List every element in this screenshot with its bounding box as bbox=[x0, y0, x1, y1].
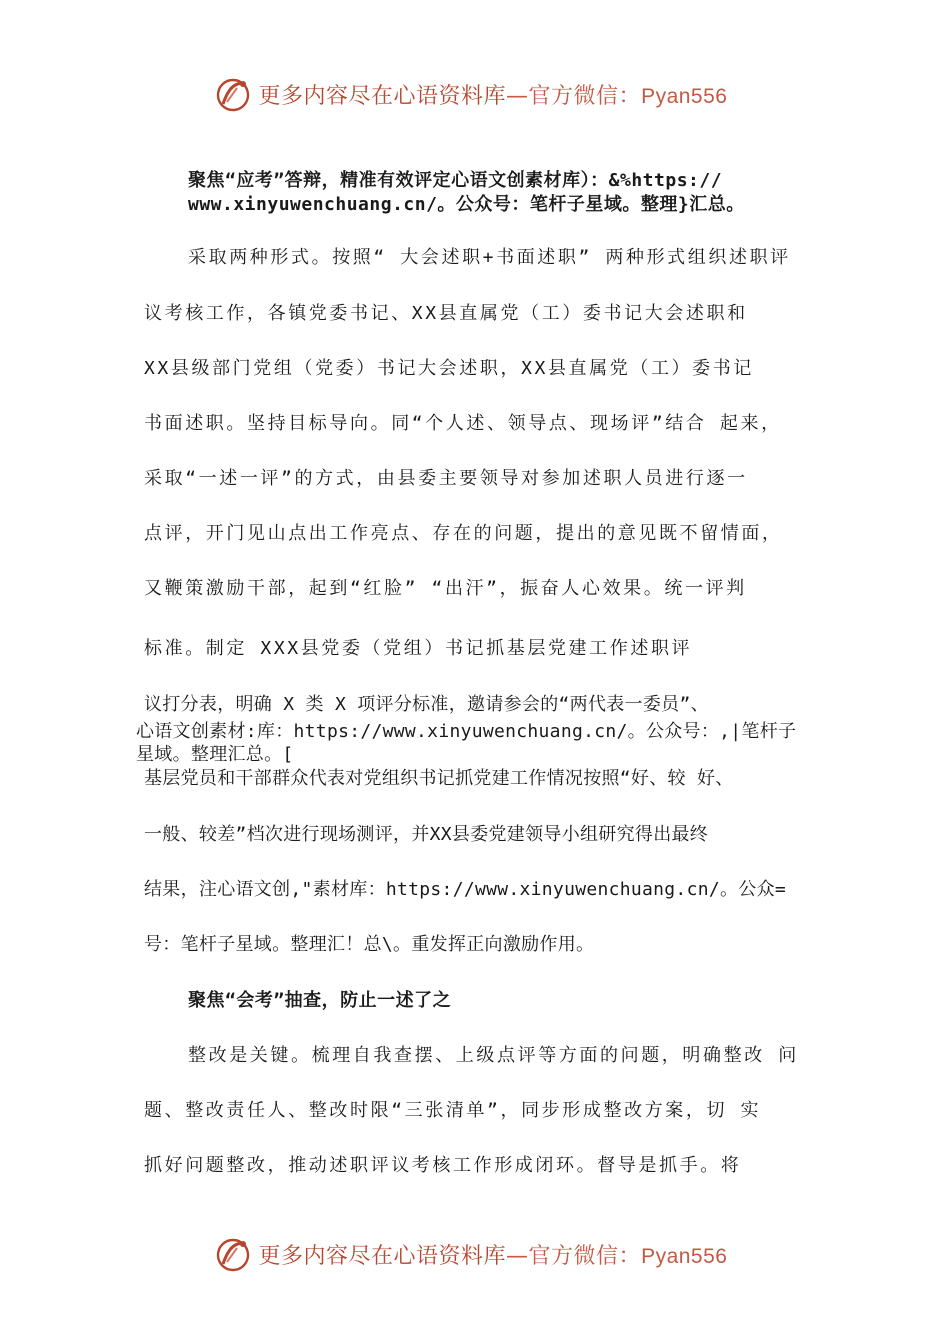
paragraph-1-line-2: 议考核工作，各镇党委书记、XX县直属党（工）委书记大会述职和 bbox=[144, 303, 748, 324]
paragraph-1-line-4: 书面述职。坚持目标导向。同“个人述、领导点、现场评”结合 起来， bbox=[144, 413, 782, 434]
paragraph-2-line-6: 结果，注心语文创,"素材库：https://www.xinyuwenchuang.cn/。公众= bbox=[144, 879, 787, 900]
paragraph-1-line-5: 采取“一述一评”的方式，由县委主要领导对参加述职人员进行逐一 bbox=[144, 468, 748, 489]
heading-1-line-2: www.xinyuwenchuang.cn/。公众号：笔杆子星域。整理}汇总。 bbox=[188, 194, 745, 215]
brand-logo-icon bbox=[213, 1234, 253, 1274]
paragraph-2-line-1: 议打分表，明确 X 类 X 项评分标准，邀请参会的“两代表一委员”、 bbox=[144, 694, 709, 715]
paragraph-1-line-3: XX县级部门党组（党委）书记大会述职，XX县直属党（工）委书记 bbox=[144, 358, 754, 379]
paragraph-1-line-6: 点评，开门见山点出工作亮点、存在的问题，提出的意见既不留情面， bbox=[144, 523, 783, 544]
header-banner-inner bbox=[213, 74, 728, 114]
paragraph-3-line-1: 整改是关键。梳理自我查摆、上级点评等方面的问题，明确整改 问 bbox=[188, 1045, 799, 1066]
paragraph-1-line-8: 标准。制定 XXX县党委（党组）书记抓基层党建工作述职评 bbox=[144, 638, 693, 659]
paragraph-2-line-2: 心语文创素材:库：https://www.xinyuwenchuang.cn/。公众号：,|笔杆子 bbox=[136, 721, 797, 742]
paragraph-3-line-3: 抓好问题整改，推动述职评议考核工作形成闭环。督导是抓手。将 bbox=[144, 1155, 742, 1176]
heading-2: 聚焦“会考”抽查，防止一述了之 bbox=[188, 990, 452, 1011]
footer-banner-text: 更多内容尽在心语资料库—官方微信：Pyan556 bbox=[258, 1243, 728, 1269]
header-banner-id: Pyan556 bbox=[641, 84, 728, 108]
footer-banner-inner bbox=[213, 1234, 728, 1274]
header-banner-text: 更多内容尽在心语资料库—官方微信：Pyan556 bbox=[258, 83, 728, 109]
paragraph-2-line-4: 基层党员和干部群众代表对党组织书记抓党建工作情况按照“好、较 好、 bbox=[144, 768, 734, 789]
footer-banner bbox=[0, 1232, 950, 1276]
paragraph-3-line-2: 题、整改责任人、整改时限“三张清单”，同步形成整改方案，切 实 bbox=[144, 1100, 762, 1121]
paragraph-2-line-5: 一般、较差”档次进行现场测评，并XX县委党建领导小组研究得出最终 bbox=[144, 824, 709, 845]
brand-logo-icon bbox=[213, 74, 253, 114]
paragraph-1-line-7: 又鞭策激励干部，起到“红脸” “出汗”，振奋人心效果。统一评判 bbox=[144, 578, 747, 599]
footer-banner-sub: —官方微信： bbox=[506, 1243, 642, 1269]
paragraph-1-line-1: 采取两种形式。按照“ 大会述职+书面述职” 两种形式组织述职评 bbox=[188, 247, 791, 268]
header-banner-sub: —官方微信： bbox=[506, 83, 642, 109]
paragraph-2-line-3: 星域。整理汇总。[ bbox=[136, 744, 294, 765]
paragraph-2-line-7: 号：笔杆子星域。整理汇！总\。重发挥正向激励作用。 bbox=[144, 934, 595, 955]
footer-banner-id: Pyan556 bbox=[641, 1244, 728, 1268]
heading-1-line-1: 聚焦“应考”答辩，精准有效评定心语文创素材库）：&%https:// bbox=[188, 170, 723, 191]
header-banner bbox=[0, 72, 950, 116]
